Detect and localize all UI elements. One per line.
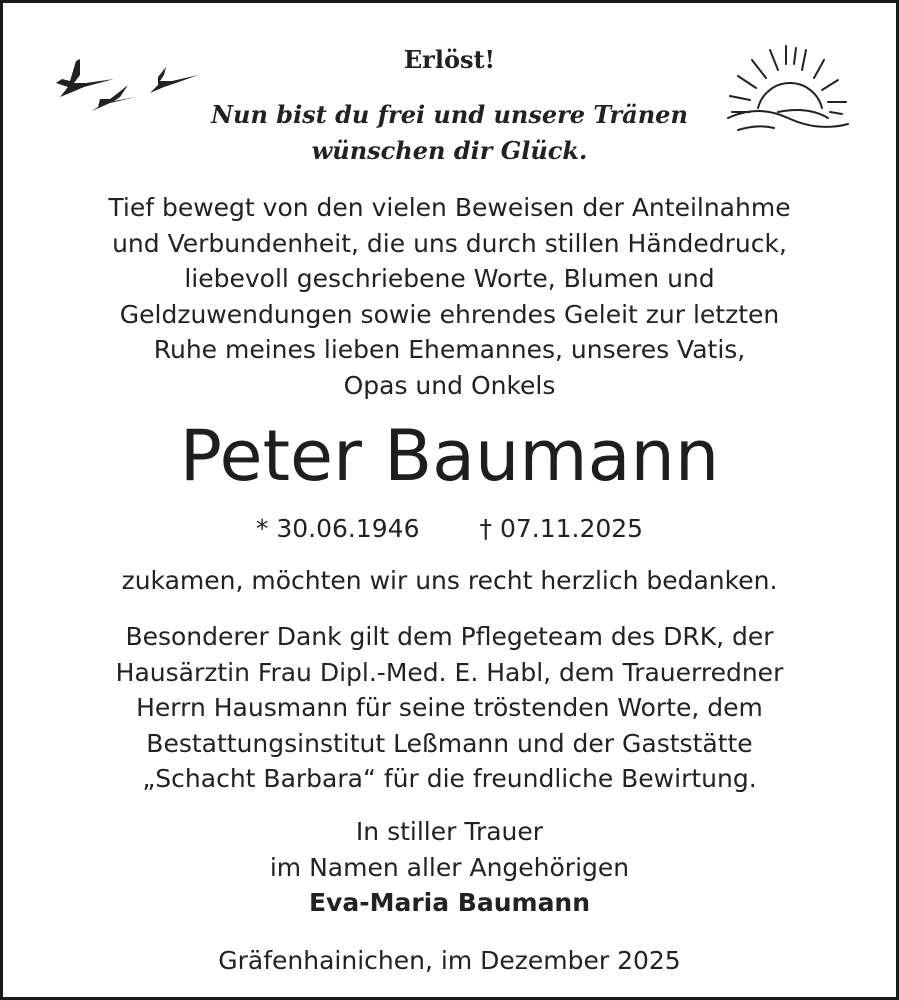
intro-line: Tief bewegt von den vielen Beweisen der Anteilnahme bbox=[108, 193, 791, 222]
closing bbox=[3, 814, 896, 921]
special-thanks-line: Besonderer Dank gilt dem Pflegeteam des DRK, der bbox=[125, 622, 774, 651]
deceased-name: Peter Baumann bbox=[179, 415, 720, 497]
special-thanks-line: „Schacht Barbara“ für die freundliche Bewirtung. bbox=[142, 764, 757, 793]
closing-line: In stiller Trauer bbox=[355, 817, 544, 846]
special-thanks-line: Bestattungsinstitut Leßmann und der Gaststätte bbox=[146, 728, 753, 758]
intro-line: Geldzuwendungen sowie ehrendes Geleit zur letzten bbox=[119, 299, 780, 329]
life-dates bbox=[3, 511, 896, 547]
thanks-line: zukamen, möchten wir uns recht herzlich bedanken. bbox=[121, 566, 778, 595]
special-thanks-line: Herrn Hausmann für seine tröstenden Worte, dem bbox=[136, 693, 763, 722]
special-thanks bbox=[3, 619, 896, 797]
place-date: Gräfenhainichen, im Dezember 2025 bbox=[218, 946, 681, 975]
header-exclamation: Erlöst! bbox=[403, 45, 496, 74]
intro-line: und Verbundenheit, die uns durch stillen Händedruck, bbox=[112, 228, 787, 258]
header-quote-line-2: wünschen dir Glück. bbox=[311, 136, 588, 165]
death-date: † 07.11.2025 bbox=[479, 514, 644, 543]
special-thanks-line: Hausärztin Frau Dipl.-Med. E. Habl, dem Trauerredner bbox=[115, 657, 784, 687]
intro-line: liebevoll geschriebene Worte, Blumen und bbox=[184, 264, 715, 293]
intro-text bbox=[3, 190, 896, 403]
intro-line: Ruhe meines lieben Ehemannes, unseres Vatis, bbox=[153, 335, 746, 364]
birth-date: * 30.06.1946 bbox=[255, 514, 420, 543]
closing-line: im Namen aller Angehörigen bbox=[269, 852, 630, 882]
header-quote-line-1: Nun bist du frei und unsere Tränen bbox=[211, 100, 688, 129]
signatory: Eva-Maria Baumann bbox=[308, 888, 591, 917]
intro-line: Opas und Onkels bbox=[343, 370, 556, 400]
